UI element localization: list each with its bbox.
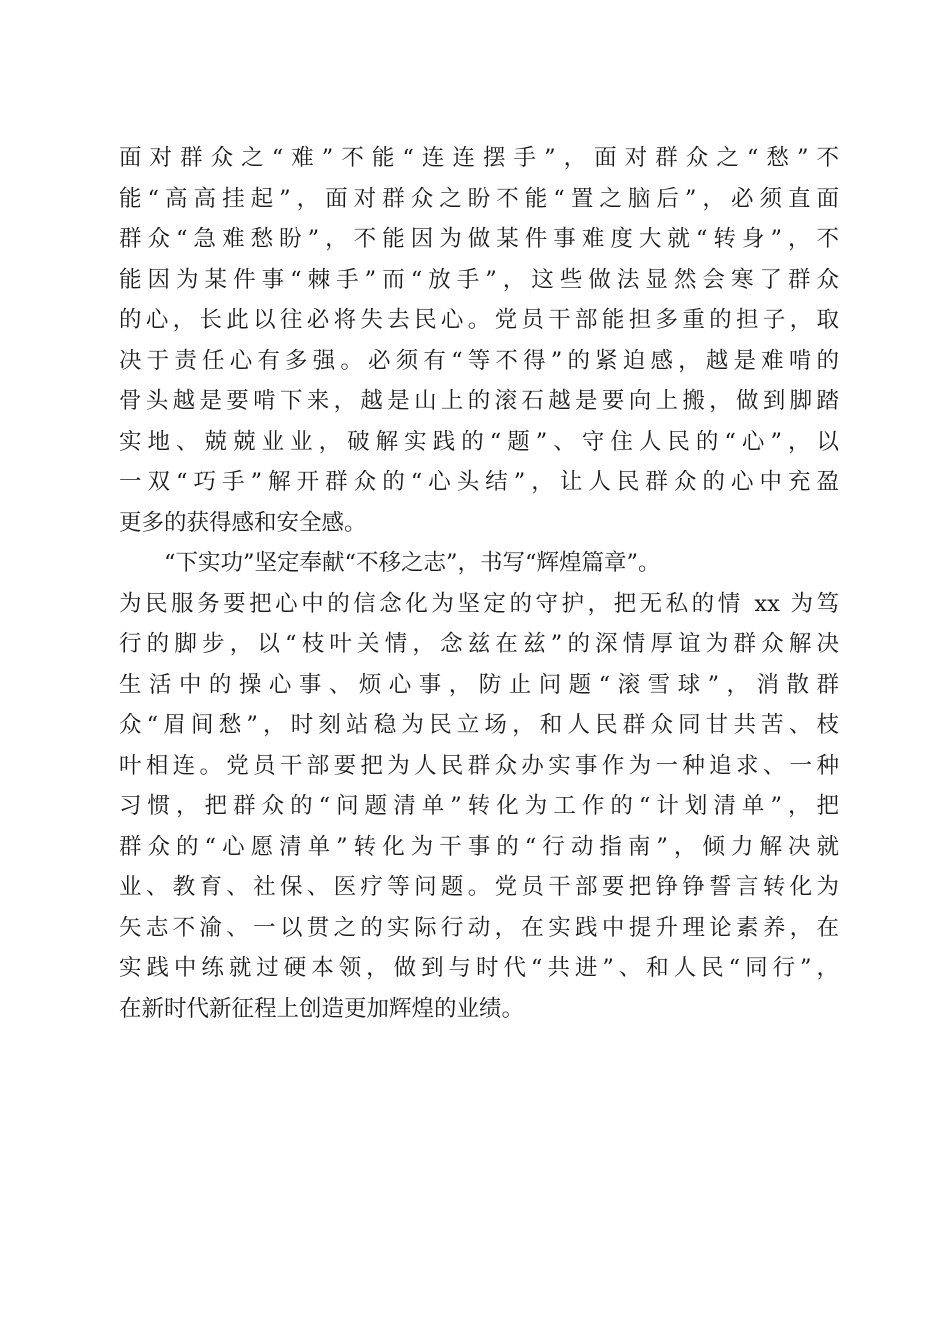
paragraph-line: “下实功”坚定奉献“不移之志”，书写“辉煌篇章”。 (164, 550, 661, 576)
paragraph-line: 业、教育、社保、医疗等问题。党员干部要把铮铮誓言转化为 (119, 874, 839, 900)
paragraph-line: 面对群众之“难”不能“连连摆手”，面对群众之“愁”不 (119, 145, 839, 171)
paragraph-line: 群众的“心愿清单”转化为干事的“行动指南”，倾力解决就 (119, 833, 839, 860)
document-body (119, 138, 839, 1029)
paragraph-line: 叶相连。党员干部要把为人民群众办实事作为一种追求、一种 (119, 752, 839, 779)
paragraph-line: 能“高高挂起”，面对群众之盼不能“置之脑后”，必须直面 (119, 185, 839, 212)
paragraph-line: 群众“急难愁盼”，不能因为做某件事难度大就“转身”，不 (119, 226, 839, 252)
paragraph-2 (119, 543, 839, 1029)
paragraph-line: 为民服务要把心中的信念化为坚定的守护，把无私的情 xx 为笃 (119, 590, 839, 617)
paragraph-line: 矢志不渝、一以贯之的实际行动，在实践中提升理论素养，在 (119, 914, 839, 941)
paragraph-line: 的心，长此以往必将失去民心。党员干部能担多重的担子，取 (119, 307, 839, 333)
paragraph-line: 骨头越是要啃下来，越是山上的滚石越是要向上搬，做到脚踏 (119, 388, 839, 414)
paragraph-line: 行的脚步，以“枝叶关情，念兹在兹”的深情厚谊为群众解决 (119, 631, 839, 657)
paragraph-line: 能因为某件事“棘手”而“放手”，这些做法显然会寒了群众 (119, 266, 839, 293)
paragraph-line: 习惯，把群众的“问题清单”转化为工作的“计划清单”，把 (119, 793, 839, 819)
paragraph-line: 众“眉间愁”，时刻站稳为民立场，和人民群众同甘共苦、枝 (119, 712, 839, 738)
paragraph-line: 在新时代新征程上创造更加辉煌的业绩。 (119, 995, 525, 1022)
paragraph-line: 实地、兢兢业业，破解实践的“题”、守住人民的“心”，以 (119, 428, 839, 455)
paragraph-line: 更多的获得感和安全感。 (119, 509, 367, 536)
paragraph-line: 决于责任心有多强。必须有“等不得”的紧迫感，越是难啃的 (119, 347, 839, 374)
paragraph-line: 一双“巧手”解开群众的“心头结”，让人民群众的心中充盈 (119, 469, 839, 495)
paragraph-line: 生活中的操心事、烦心事，防止问题“滚雪球”，消散群 (119, 671, 839, 698)
paragraph-1 (119, 138, 839, 543)
paragraph-line: 实践中练就过硬本领，做到与时代“共进”、和人民“同行”， (119, 955, 839, 981)
